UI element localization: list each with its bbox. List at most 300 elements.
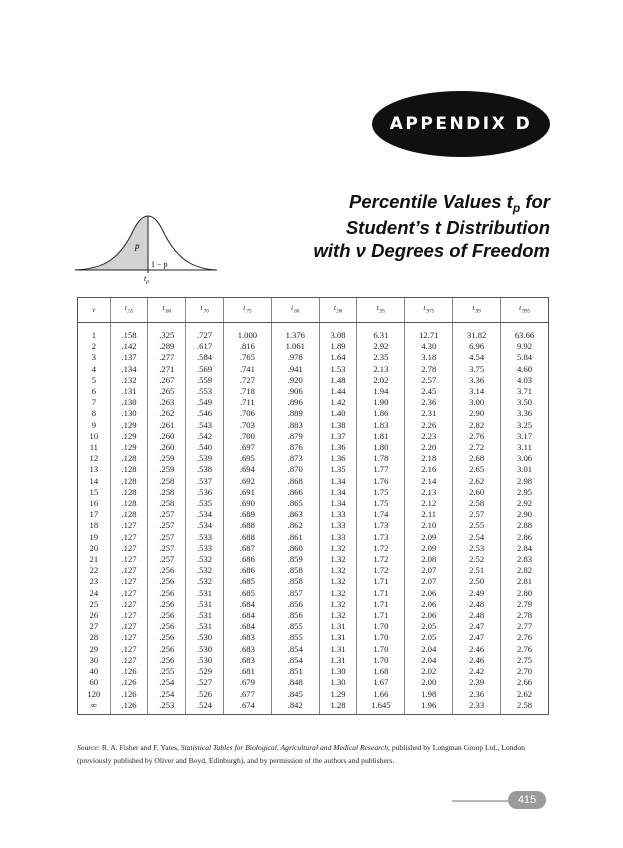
- value-cell: 1.31: [319, 655, 357, 666]
- value-cell: 1.66: [357, 689, 405, 700]
- table-row: [78, 364, 549, 375]
- value-cell: 2.00: [405, 677, 453, 688]
- value-cell: .685: [223, 588, 271, 599]
- df-cell: 40: [78, 666, 111, 677]
- table-row: [78, 532, 549, 543]
- value-cell: .256: [148, 644, 186, 655]
- value-cell: .727: [223, 375, 271, 386]
- value-cell: 2.68: [453, 453, 501, 464]
- value-cell: 2.50: [453, 576, 501, 587]
- df-cell: 28: [78, 632, 111, 643]
- value-cell: 1.72: [357, 554, 405, 565]
- value-cell: 1.645: [357, 700, 405, 715]
- table-row: [78, 677, 549, 688]
- value-cell: 2.57: [453, 509, 501, 520]
- table-row: [78, 375, 549, 386]
- value-cell: 2.39: [453, 677, 501, 688]
- value-cell: 1.32: [319, 599, 357, 610]
- df-cell: 29: [78, 644, 111, 655]
- value-cell: 1.33: [319, 532, 357, 543]
- value-cell: 2.76: [501, 644, 549, 655]
- value-cell: 1.32: [319, 554, 357, 565]
- value-cell: .689: [223, 509, 271, 520]
- value-cell: .727: [186, 323, 224, 342]
- value-cell: .873: [271, 453, 319, 464]
- source-note: Source: R. A. Fisher and F. Yates, Statistical Tables for Biological, Agricultural and Medical Research, published by Longman Group Ltd., London (previously published by Oliver and Boyd, Edinburgh), and by permission of the authors and publishers.: [77, 743, 525, 765]
- value-cell: 2.06: [405, 610, 453, 621]
- column-header: $t_{.99}$: [453, 298, 501, 323]
- value-cell: .530: [186, 632, 224, 643]
- value-cell: 2.13: [405, 487, 453, 498]
- value-cell: 1.30: [319, 677, 357, 688]
- table-header-row: [78, 298, 549, 323]
- value-cell: 2.81: [501, 576, 549, 587]
- value-cell: 2.46: [453, 655, 501, 666]
- df-cell: 18: [78, 520, 111, 531]
- value-cell: .127: [110, 565, 148, 576]
- value-cell: 2.76: [501, 632, 549, 643]
- value-cell: .127: [110, 610, 148, 621]
- value-cell: 1.33: [319, 509, 357, 520]
- value-cell: .690: [223, 498, 271, 509]
- page-number: 415: [508, 791, 546, 809]
- value-cell: 1.86: [357, 408, 405, 419]
- value-cell: .674: [223, 700, 271, 715]
- value-cell: .526: [186, 689, 224, 700]
- value-cell: .532: [186, 554, 224, 565]
- value-cell: .855: [271, 621, 319, 632]
- value-cell: .267: [148, 375, 186, 386]
- value-cell: 1.89: [319, 341, 357, 352]
- value-cell: 2.83: [501, 554, 549, 565]
- value-cell: .127: [110, 599, 148, 610]
- value-cell: .127: [110, 655, 148, 666]
- value-cell: .681: [223, 666, 271, 677]
- value-cell: .256: [148, 655, 186, 666]
- column-header: ν: [78, 298, 111, 323]
- value-cell: .546: [186, 408, 224, 419]
- value-cell: 2.92: [501, 498, 549, 509]
- table-row: [78, 599, 549, 610]
- value-cell: 1.75: [357, 487, 405, 498]
- value-cell: 2.36: [405, 397, 453, 408]
- table-row: [78, 576, 549, 587]
- df-cell: 120: [78, 689, 111, 700]
- value-cell: .842: [271, 700, 319, 715]
- value-cell: 3.36: [453, 375, 501, 386]
- value-cell: 3.50: [501, 397, 549, 408]
- value-cell: 1.76: [357, 476, 405, 487]
- value-cell: 1.40: [319, 408, 357, 419]
- value-cell: .703: [223, 420, 271, 431]
- value-cell: 2.77: [501, 621, 549, 632]
- value-cell: .129: [110, 442, 148, 453]
- value-cell: .854: [271, 644, 319, 655]
- table-row: [78, 655, 549, 666]
- table-row: [78, 386, 549, 397]
- value-cell: .540: [186, 442, 224, 453]
- value-cell: 2.76: [453, 431, 501, 442]
- value-cell: .539: [186, 453, 224, 464]
- value-cell: .259: [148, 464, 186, 475]
- value-cell: 2.35: [357, 352, 405, 363]
- value-cell: 2.20: [405, 442, 453, 453]
- df-cell: 26: [78, 610, 111, 621]
- value-cell: 2.05: [405, 632, 453, 643]
- value-cell: 3.06: [501, 453, 549, 464]
- value-cell: .684: [223, 610, 271, 621]
- label-p: p: [135, 241, 140, 251]
- df-cell: 21: [78, 554, 111, 565]
- value-cell: .711: [223, 397, 271, 408]
- value-cell: 2.06: [405, 599, 453, 610]
- value-cell: .127: [110, 543, 148, 554]
- df-cell: 6: [78, 386, 111, 397]
- value-cell: 1.32: [319, 576, 357, 587]
- value-cell: .128: [110, 453, 148, 464]
- value-cell: 2.48: [453, 599, 501, 610]
- value-cell: .683: [223, 655, 271, 666]
- value-cell: .158: [110, 323, 148, 342]
- table-row: [78, 689, 549, 700]
- value-cell: .254: [148, 689, 186, 700]
- value-cell: 2.47: [453, 632, 501, 643]
- value-cell: 2.95: [501, 487, 549, 498]
- value-cell: .889: [271, 408, 319, 419]
- value-cell: 6.96: [453, 341, 501, 352]
- value-cell: .687: [223, 543, 271, 554]
- value-cell: .688: [223, 532, 271, 543]
- value-cell: .865: [271, 498, 319, 509]
- t-distribution-curve-diagram: [75, 207, 220, 285]
- value-cell: 1.34: [319, 498, 357, 509]
- value-cell: 2.09: [405, 543, 453, 554]
- value-cell: 1.77: [357, 464, 405, 475]
- value-cell: 3.00: [453, 397, 501, 408]
- value-cell: .683: [223, 632, 271, 643]
- value-cell: .137: [110, 352, 148, 363]
- value-cell: 3.01: [501, 464, 549, 475]
- value-cell: 31.82: [453, 323, 501, 342]
- value-cell: .863: [271, 509, 319, 520]
- value-cell: .535: [186, 498, 224, 509]
- df-cell: 24: [78, 588, 111, 599]
- value-cell: .129: [110, 420, 148, 431]
- df-cell: 15: [78, 487, 111, 498]
- df-cell: 12: [78, 453, 111, 464]
- value-cell: 2.80: [501, 588, 549, 599]
- value-cell: 12.71: [405, 323, 453, 342]
- value-cell: .531: [186, 588, 224, 599]
- value-cell: 1.53: [319, 364, 357, 375]
- title-line-2: Student’s t Distribution: [345, 217, 550, 238]
- value-cell: 2.90: [453, 408, 501, 419]
- df-cell: 11: [78, 442, 111, 453]
- value-cell: .858: [271, 565, 319, 576]
- value-cell: 2.72: [453, 442, 501, 453]
- value-cell: .532: [186, 576, 224, 587]
- value-cell: .700: [223, 431, 271, 442]
- value-cell: .859: [271, 554, 319, 565]
- value-cell: .260: [148, 442, 186, 453]
- appendix-badge: [372, 91, 550, 157]
- value-cell: .127: [110, 520, 148, 531]
- value-cell: 1.75: [357, 498, 405, 509]
- value-cell: .265: [148, 386, 186, 397]
- value-cell: 1.70: [357, 621, 405, 632]
- value-cell: 3.25: [501, 420, 549, 431]
- value-cell: 2.42: [453, 666, 501, 677]
- value-cell: 2.66: [501, 677, 549, 688]
- df-cell: 8: [78, 408, 111, 419]
- value-cell: 1.30: [319, 666, 357, 677]
- value-cell: .257: [148, 509, 186, 520]
- value-cell: .524: [186, 700, 224, 715]
- value-cell: .685: [223, 576, 271, 587]
- df-cell: 16: [78, 498, 111, 509]
- value-cell: .534: [186, 509, 224, 520]
- value-cell: 1.71: [357, 576, 405, 587]
- value-cell: .765: [223, 352, 271, 363]
- value-cell: .128: [110, 476, 148, 487]
- value-cell: 1.68: [357, 666, 405, 677]
- value-cell: .258: [148, 487, 186, 498]
- df-cell: 60: [78, 677, 111, 688]
- value-cell: 2.46: [453, 644, 501, 655]
- value-cell: .257: [148, 554, 186, 565]
- value-cell: 1.36: [319, 442, 357, 453]
- value-cell: 1.44: [319, 386, 357, 397]
- value-cell: 2.62: [501, 689, 549, 700]
- value-cell: .258: [148, 476, 186, 487]
- value-cell: .584: [186, 352, 224, 363]
- value-cell: .860: [271, 543, 319, 554]
- value-cell: .866: [271, 487, 319, 498]
- value-cell: .531: [186, 610, 224, 621]
- value-cell: 2.82: [453, 420, 501, 431]
- value-cell: 2.18: [405, 453, 453, 464]
- table-row: [78, 397, 549, 408]
- df-cell: 3: [78, 352, 111, 363]
- table-row: [78, 352, 549, 363]
- value-cell: 1.70: [357, 655, 405, 666]
- value-cell: .854: [271, 655, 319, 666]
- column-header: $t_{.90}$: [319, 298, 357, 323]
- value-cell: .128: [110, 464, 148, 475]
- value-cell: .256: [148, 588, 186, 599]
- value-cell: .325: [148, 323, 186, 342]
- table-row: [78, 476, 549, 487]
- value-cell: .858: [271, 576, 319, 587]
- value-cell: 2.07: [405, 576, 453, 587]
- value-cell: 2.26: [405, 420, 453, 431]
- value-cell: .271: [148, 364, 186, 375]
- value-cell: .538: [186, 464, 224, 475]
- value-cell: .260: [148, 431, 186, 442]
- value-cell: .142: [110, 341, 148, 352]
- label-tp: $t_p$: [144, 274, 149, 285]
- value-cell: 2.65: [453, 464, 501, 475]
- value-cell: .879: [271, 431, 319, 442]
- value-cell: 1.32: [319, 565, 357, 576]
- value-cell: 2.90: [501, 509, 549, 520]
- table-row: [78, 621, 549, 632]
- value-cell: 5.84: [501, 352, 549, 363]
- value-cell: 1.35: [319, 464, 357, 475]
- value-cell: 2.48: [453, 610, 501, 621]
- value-cell: 2.36: [453, 689, 501, 700]
- value-cell: .816: [223, 341, 271, 352]
- df-cell: 17: [78, 509, 111, 520]
- value-cell: 2.86: [501, 532, 549, 543]
- table-row: [78, 464, 549, 475]
- value-cell: .848: [271, 677, 319, 688]
- value-cell: .127: [110, 621, 148, 632]
- appendix-label: APPENDIX D: [389, 114, 533, 134]
- value-cell: 2.16: [405, 464, 453, 475]
- value-cell: 1.71: [357, 588, 405, 599]
- table-row: [78, 420, 549, 431]
- value-cell: 4.54: [453, 352, 501, 363]
- value-cell: .695: [223, 453, 271, 464]
- value-cell: .530: [186, 655, 224, 666]
- value-cell: 2.04: [405, 655, 453, 666]
- df-cell: 13: [78, 464, 111, 475]
- value-cell: 1.73: [357, 520, 405, 531]
- value-cell: 1.31: [319, 644, 357, 655]
- value-cell: .978: [271, 352, 319, 363]
- value-cell: 2.54: [453, 532, 501, 543]
- value-cell: 2.60: [453, 487, 501, 498]
- value-cell: 1.71: [357, 599, 405, 610]
- df-cell: 1: [78, 323, 111, 342]
- value-cell: .256: [148, 610, 186, 621]
- value-cell: 1.31: [319, 632, 357, 643]
- df-cell: 22: [78, 565, 111, 576]
- value-cell: 1.376: [271, 323, 319, 342]
- table-row: [78, 341, 549, 352]
- value-cell: .691: [223, 487, 271, 498]
- value-cell: .559: [186, 375, 224, 386]
- value-cell: .688: [223, 520, 271, 531]
- value-cell: 1.78: [357, 453, 405, 464]
- value-cell: .679: [223, 677, 271, 688]
- value-cell: .845: [271, 689, 319, 700]
- value-cell: .549: [186, 397, 224, 408]
- table-row: [78, 509, 549, 520]
- column-header: $t_{.55}$: [110, 298, 148, 323]
- value-cell: .856: [271, 610, 319, 621]
- value-cell: 1.74: [357, 509, 405, 520]
- value-cell: .126: [110, 666, 148, 677]
- value-cell: 3.36: [501, 408, 549, 419]
- column-header: $t_{.975}$: [405, 298, 453, 323]
- value-cell: .684: [223, 621, 271, 632]
- value-cell: 2.12: [405, 498, 453, 509]
- table-row: [78, 700, 549, 715]
- value-cell: .531: [186, 599, 224, 610]
- value-cell: 3.75: [453, 364, 501, 375]
- value-cell: 2.49: [453, 588, 501, 599]
- value-cell: .277: [148, 352, 186, 363]
- value-cell: 1.000: [223, 323, 271, 342]
- df-cell: 25: [78, 599, 111, 610]
- value-cell: .128: [110, 498, 148, 509]
- value-cell: 3.14: [453, 386, 501, 397]
- value-cell: .857: [271, 588, 319, 599]
- value-cell: .706: [223, 408, 271, 419]
- value-cell: .257: [148, 520, 186, 531]
- value-cell: 2.14: [405, 476, 453, 487]
- value-cell: 2.70: [501, 666, 549, 677]
- df-cell: 7: [78, 397, 111, 408]
- value-cell: .128: [110, 487, 148, 498]
- value-cell: 2.51: [453, 565, 501, 576]
- value-cell: 1.98: [405, 689, 453, 700]
- column-header: $t_{.70}$: [186, 298, 224, 323]
- value-cell: .855: [271, 632, 319, 643]
- value-cell: 1.90: [357, 397, 405, 408]
- table-row: [78, 453, 549, 464]
- value-cell: 2.92: [357, 341, 405, 352]
- value-cell: 3.71: [501, 386, 549, 397]
- table-row: [78, 520, 549, 531]
- table-row: [78, 543, 549, 554]
- value-cell: 3.18: [405, 352, 453, 363]
- df-cell: 5: [78, 375, 111, 386]
- value-cell: 2.31: [405, 408, 453, 419]
- value-cell: 1.37: [319, 431, 357, 442]
- value-cell: 3.17: [501, 431, 549, 442]
- value-cell: .697: [223, 442, 271, 453]
- value-cell: .851: [271, 666, 319, 677]
- column-header: $t_{.995}$: [501, 298, 549, 323]
- value-cell: .533: [186, 543, 224, 554]
- table-row: [78, 498, 549, 509]
- value-cell: 1.71: [357, 610, 405, 621]
- table-row: [78, 487, 549, 498]
- value-cell: .127: [110, 576, 148, 587]
- value-cell: .127: [110, 632, 148, 643]
- value-cell: .257: [148, 543, 186, 554]
- value-cell: .254: [148, 677, 186, 688]
- value-cell: 6.31: [357, 323, 405, 342]
- value-cell: 2.10: [405, 520, 453, 531]
- value-cell: .258: [148, 498, 186, 509]
- df-cell: 19: [78, 532, 111, 543]
- value-cell: .134: [110, 364, 148, 375]
- value-cell: .543: [186, 420, 224, 431]
- table-row: [78, 610, 549, 621]
- value-cell: .534: [186, 520, 224, 531]
- column-header: $t_{.75}$: [223, 298, 271, 323]
- value-cell: 2.52: [453, 554, 501, 565]
- value-cell: .536: [186, 487, 224, 498]
- value-cell: .537: [186, 476, 224, 487]
- value-cell: 2.08: [405, 554, 453, 565]
- value-cell: 1.83: [357, 420, 405, 431]
- value-cell: .128: [110, 509, 148, 520]
- value-cell: .941: [271, 364, 319, 375]
- value-cell: 1.32: [319, 543, 357, 554]
- df-cell: ∞: [78, 700, 111, 715]
- value-cell: .127: [110, 554, 148, 565]
- column-header: $t_{.80}$: [271, 298, 319, 323]
- value-cell: .686: [223, 565, 271, 576]
- value-cell: .530: [186, 644, 224, 655]
- value-cell: 1.70: [357, 644, 405, 655]
- page-number-rule: [452, 800, 514, 802]
